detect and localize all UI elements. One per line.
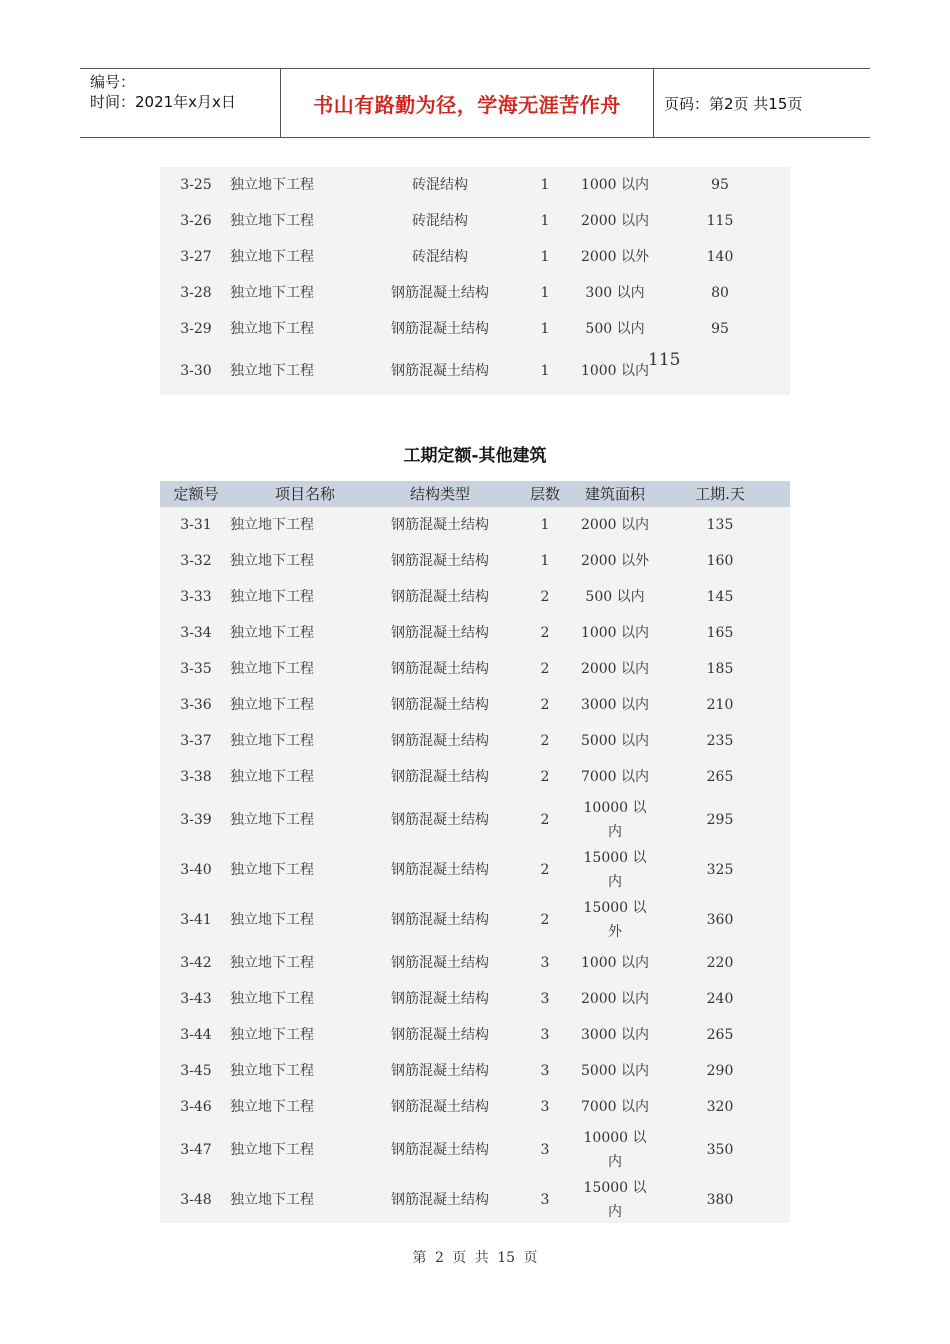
row-floors: 3	[540, 1142, 550, 1158]
row-floors: 2	[540, 625, 550, 641]
row-days: 165	[706, 625, 734, 641]
header-page-info: 页码：第2页 共15页	[664, 94, 803, 113]
row-structure: 钢筋混凝土结构	[391, 769, 489, 785]
row-name: 独立地下工程	[230, 249, 314, 265]
row-area: 1000 以内	[580, 625, 650, 641]
header-floors: 层数	[529, 485, 560, 503]
table-header-row	[160, 481, 790, 507]
row-name: 独立地下工程	[230, 177, 314, 193]
row-name: 独立地下工程	[230, 769, 314, 785]
row-code: 3-31	[180, 517, 212, 533]
row-code: 3-38	[180, 769, 212, 785]
row-code: 3-42	[180, 955, 212, 971]
row-structure: 钢筋混凝土结构	[391, 553, 489, 569]
row-structure: 钢筋混凝土结构	[391, 661, 489, 677]
row-days: 235	[706, 733, 734, 749]
row-floors: 2	[540, 589, 550, 605]
row-name: 独立地下工程	[230, 862, 314, 878]
row-floors: 1	[540, 321, 550, 337]
row-code: 3-39	[180, 812, 212, 828]
row-code: 3-48	[180, 1192, 212, 1208]
row-floors: 3	[540, 1099, 550, 1115]
row-days: 380	[706, 1192, 734, 1208]
row-name: 独立地下工程	[230, 812, 314, 828]
row-floors: 1	[540, 363, 550, 379]
row-code: 3-29	[180, 321, 212, 337]
table-row	[160, 203, 790, 239]
header-name: 项目名称	[274, 485, 335, 503]
row-name: 独立地下工程	[230, 517, 314, 533]
row-name: 独立地下工程	[230, 1063, 314, 1079]
section-title: 工期定额-其他建筑	[403, 446, 547, 466]
header-code: 定额号	[173, 485, 219, 503]
header-page-cell	[654, 69, 870, 137]
row-code: 3-32	[180, 553, 212, 569]
table-row	[160, 981, 790, 1017]
row-days: 265	[706, 1027, 734, 1043]
table-row	[160, 239, 790, 275]
row-structure: 砖混结构	[412, 177, 468, 193]
header-number-label: 编号：	[90, 73, 136, 91]
row-structure: 钢筋混凝土结构	[391, 1142, 489, 1158]
row-name: 独立地下工程	[230, 661, 314, 677]
row-days: 265	[706, 769, 734, 785]
row-structure: 钢筋混凝土结构	[391, 955, 489, 971]
row-area: 15000 以 外	[583, 900, 647, 940]
row-floors: 1	[540, 517, 550, 533]
row-area: 5000 以内	[580, 733, 650, 749]
row-floors: 1	[540, 249, 550, 265]
row-code: 3-44	[180, 1027, 212, 1043]
row-days: 145	[706, 589, 734, 605]
table-row	[160, 543, 790, 579]
row-structure: 钢筋混凝土结构	[391, 363, 489, 379]
row-name: 独立地下工程	[230, 553, 314, 569]
row-days: 80	[711, 285, 729, 301]
row-structure: 钢筋混凝土结构	[391, 1192, 489, 1208]
row-code: 3-30	[180, 363, 212, 379]
row-floors: 2	[540, 912, 550, 928]
row-structure: 钢筋混凝土结构	[391, 697, 489, 713]
row-code: 3-26	[180, 213, 212, 229]
row-area: 3000 以内	[580, 697, 650, 713]
table-row	[160, 275, 790, 311]
row-days: 140	[706, 249, 734, 265]
row-days: 135	[706, 517, 734, 533]
row-area: 7000 以内	[580, 1099, 650, 1115]
row-structure: 钢筋混凝土结构	[391, 1099, 489, 1115]
row-floors: 1	[540, 285, 550, 301]
row-code: 3-47	[180, 1142, 212, 1158]
row-days: 290	[706, 1063, 734, 1079]
table-row	[160, 347, 790, 395]
row-days: 320	[706, 1099, 734, 1115]
row-code: 3-36	[180, 697, 212, 713]
row-area: 500 以内	[585, 589, 645, 605]
row-floors: 1	[540, 213, 550, 229]
row-days: 360	[706, 912, 734, 928]
row-area: 10000 以 内	[583, 800, 647, 840]
row-area: 15000 以 内	[583, 1180, 647, 1220]
row-name: 独立地下工程	[230, 363, 314, 379]
table-row	[160, 895, 790, 945]
row-area: 1000 以内	[580, 177, 650, 193]
row-name: 独立地下工程	[230, 321, 314, 337]
table-row	[160, 1017, 790, 1053]
row-floors: 3	[540, 1027, 550, 1043]
row-code: 3-27	[180, 249, 212, 265]
header-meta-cell	[80, 69, 281, 137]
row-structure: 钢筋混凝土结构	[391, 912, 489, 928]
row-name: 独立地下工程	[230, 1192, 314, 1208]
row-floors: 1	[540, 177, 550, 193]
header-time-label: 时间：2021年x月x日	[90, 93, 236, 111]
table-row	[160, 167, 790, 203]
row-name: 独立地下工程	[230, 733, 314, 749]
row-floors: 3	[540, 991, 550, 1007]
table-row	[160, 615, 790, 651]
row-structure: 钢筋混凝土结构	[391, 991, 489, 1007]
table-row	[160, 723, 790, 759]
row-days: 210	[706, 697, 734, 713]
row-code: 3-41	[180, 912, 212, 928]
row-name: 独立地下工程	[230, 1142, 314, 1158]
row-area: 5000 以内	[580, 1063, 650, 1079]
header-motto-cell	[281, 69, 654, 137]
header-days: 工期.天	[695, 485, 745, 503]
row-area: 2000 以内	[580, 517, 650, 533]
row-structure: 钢筋混凝土结构	[391, 321, 489, 337]
row-code: 3-45	[180, 1063, 212, 1079]
row-floors: 1	[540, 553, 550, 569]
row-days: 185	[706, 661, 734, 677]
table-row	[160, 945, 790, 981]
table-row	[160, 1175, 790, 1225]
row-floors: 2	[540, 661, 550, 677]
row-area: 2000 以外	[580, 249, 650, 265]
row-structure: 钢筋混凝土结构	[391, 625, 489, 641]
row-floors: 2	[540, 733, 550, 749]
row-code: 3-40	[180, 862, 212, 878]
row-name: 独立地下工程	[230, 625, 314, 641]
header-structure: 结构类型	[409, 485, 470, 503]
header-area: 建筑面积	[584, 485, 645, 503]
row-name: 独立地下工程	[230, 991, 314, 1007]
table-row	[160, 845, 790, 895]
row-days: 240	[706, 991, 734, 1007]
row-structure: 钢筋混凝土结构	[391, 862, 489, 878]
table-row	[160, 759, 790, 795]
row-name: 独立地下工程	[230, 1027, 314, 1043]
row-floors: 2	[540, 862, 550, 878]
row-name: 独立地下工程	[230, 955, 314, 971]
table-row	[160, 795, 790, 845]
row-name: 独立地下工程	[230, 285, 314, 301]
table-row	[160, 311, 790, 347]
row-area: 15000 以 内	[583, 850, 647, 890]
row-code: 3-37	[180, 733, 212, 749]
row-name: 独立地下工程	[230, 912, 314, 928]
row-code: 3-43	[180, 991, 212, 1007]
row-structure: 钢筋混凝土结构	[391, 1027, 489, 1043]
row-code: 3-46	[180, 1099, 212, 1115]
table-row	[160, 1089, 790, 1125]
row-name: 独立地下工程	[230, 697, 314, 713]
row-floors: 3	[540, 1063, 550, 1079]
table-row	[160, 507, 790, 543]
row-days: 295	[706, 812, 734, 828]
row-days: 95	[711, 177, 729, 193]
row-days: 160	[706, 553, 734, 569]
row-structure: 砖混结构	[412, 213, 468, 229]
row-code: 3-25	[180, 177, 212, 193]
row-floors: 2	[540, 697, 550, 713]
row-days: 115	[648, 350, 681, 370]
row-name: 独立地下工程	[230, 1099, 314, 1115]
row-structure: 钢筋混凝土结构	[391, 517, 489, 533]
row-structure: 钢筋混凝土结构	[391, 733, 489, 749]
row-floors: 2	[540, 812, 550, 828]
row-area: 2000 以内	[580, 991, 650, 1007]
row-area: 500 以内	[585, 321, 645, 337]
page-header	[80, 68, 870, 138]
row-area: 10000 以 内	[583, 1130, 647, 1170]
quota-table-continued	[160, 167, 790, 395]
row-structure: 钢筋混凝土结构	[391, 589, 489, 605]
row-floors: 3	[540, 955, 550, 971]
row-code: 3-33	[180, 589, 212, 605]
row-structure: 砖混结构	[412, 249, 468, 265]
row-code: 3-34	[180, 625, 212, 641]
row-area: 2000 以内	[580, 213, 650, 229]
row-area: 2000 以内	[580, 661, 650, 677]
row-name: 独立地下工程	[230, 589, 314, 605]
row-area: 1000 以内	[580, 955, 650, 971]
row-structure: 钢筋混凝土结构	[391, 1063, 489, 1079]
row-days: 220	[706, 955, 734, 971]
row-area: 300 以内	[585, 285, 645, 301]
row-name: 独立地下工程	[230, 213, 314, 229]
row-days: 325	[706, 862, 734, 878]
row-floors: 3	[540, 1192, 550, 1208]
table-row	[160, 1125, 790, 1175]
row-area: 7000 以内	[580, 769, 650, 785]
row-area: 3000 以内	[580, 1027, 650, 1043]
row-code: 3-28	[180, 285, 212, 301]
page-footer: 第 2 页 共 15 页	[412, 1250, 538, 1266]
row-structure: 钢筋混凝土结构	[391, 285, 489, 301]
quota-table-other-buildings	[160, 481, 790, 1223]
row-days: 350	[706, 1142, 734, 1158]
table-row	[160, 1053, 790, 1089]
row-floors: 2	[540, 769, 550, 785]
table-row	[160, 651, 790, 687]
header-motto: 书山有路勤为径，学海无涯苦作舟	[313, 92, 621, 117]
row-area: 2000 以外	[580, 553, 650, 569]
row-area: 1000 以内	[580, 363, 650, 379]
table-row	[160, 579, 790, 615]
row-days: 95	[711, 321, 729, 337]
row-days: 115	[706, 213, 734, 229]
table-row	[160, 687, 790, 723]
row-structure: 钢筋混凝土结构	[391, 812, 489, 828]
row-code: 3-35	[180, 661, 212, 677]
